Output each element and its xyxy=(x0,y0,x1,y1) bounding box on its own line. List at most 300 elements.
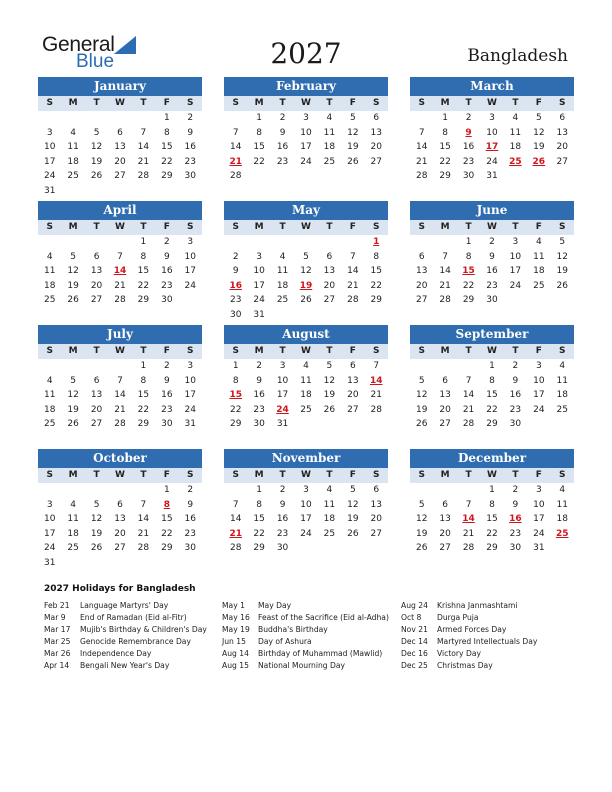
day-cell: 30 xyxy=(253,419,265,430)
day-cell: 15 xyxy=(161,514,173,525)
day-cell: 20 xyxy=(439,528,451,539)
weekday-label: F xyxy=(163,470,170,480)
month-title: June xyxy=(410,201,574,220)
weekday-label: S xyxy=(232,346,239,356)
weekday-label: S xyxy=(373,470,380,480)
day-cell: 8 xyxy=(489,499,495,510)
day-cell: 16 xyxy=(276,142,289,153)
day-cell: 6 xyxy=(373,485,380,495)
day-cell: 3 xyxy=(279,361,286,371)
day-cell: 6 xyxy=(373,113,380,123)
day-cell: 15 xyxy=(439,142,451,153)
day-cell: 11 xyxy=(43,266,56,277)
holiday-day-cell: 17 xyxy=(485,142,499,153)
day-cell: 16 xyxy=(276,514,289,525)
weekday-label: W xyxy=(487,98,497,108)
month-title: September xyxy=(410,325,574,344)
weekday-label: T xyxy=(512,346,519,356)
day-cell: 31 xyxy=(43,185,56,196)
weekday-label: T xyxy=(465,346,472,356)
day-cell: 24 xyxy=(300,528,312,539)
weekday-label: F xyxy=(535,346,542,356)
day-cell: 1 xyxy=(140,361,147,371)
day-cell: 1 xyxy=(163,113,170,123)
day-cell: 2 xyxy=(256,361,262,371)
day-cell: 19 xyxy=(90,156,103,167)
empty-day-cell xyxy=(132,111,155,126)
day-cell: 5 xyxy=(70,251,76,262)
weekday-label: F xyxy=(535,222,542,232)
day-cell: 8 xyxy=(140,375,147,386)
day-cell: 24 xyxy=(43,543,56,554)
weekday-label: T xyxy=(93,346,100,356)
day-cell: 24 xyxy=(184,404,196,415)
weekday-label: T xyxy=(465,222,472,232)
day-cell: 20 xyxy=(114,156,126,167)
day-cell: 9 xyxy=(232,266,239,277)
holiday-name: May Day xyxy=(258,601,292,610)
day-cell: 7 xyxy=(140,499,147,510)
day-cell: 19 xyxy=(415,404,428,415)
day-grid xyxy=(224,235,388,323)
day-cell: 23 xyxy=(253,404,265,415)
weekday-label: S xyxy=(46,98,53,108)
holiday-day-cell: 21 xyxy=(229,528,242,539)
weekday-header xyxy=(38,344,202,359)
day-cell: 20 xyxy=(370,514,382,525)
weekday-label: M xyxy=(68,222,78,232)
holiday-day-cell: 1 xyxy=(373,237,380,247)
day-cell: 28 xyxy=(415,171,428,182)
day-grid xyxy=(224,111,388,184)
month-february xyxy=(224,77,388,197)
day-cell: 18 xyxy=(43,280,56,291)
holiday-day-cell: 9 xyxy=(465,127,472,138)
day-cell: 12 xyxy=(67,266,79,277)
day-cell: 2 xyxy=(163,361,170,371)
day-cell: 17 xyxy=(253,280,265,291)
day-cell: 27 xyxy=(556,156,568,167)
weekday-header xyxy=(224,468,388,483)
day-cell: 19 xyxy=(67,280,79,291)
day-cell: 17 xyxy=(184,266,196,277)
weekday-label: M xyxy=(254,346,264,356)
day-cell: 16 xyxy=(161,390,173,401)
weekday-label: T xyxy=(140,346,147,356)
day-cell: 18 xyxy=(323,142,336,153)
day-cell: 24 xyxy=(509,280,522,291)
holiday-item xyxy=(401,624,581,636)
holiday-name: Bengali New Year's Day xyxy=(80,660,170,670)
day-cell: 25 xyxy=(323,528,336,539)
day-cell: 13 xyxy=(347,375,359,386)
holiday-item xyxy=(401,612,581,624)
day-cell: 2 xyxy=(187,113,194,123)
day-cell: 20 xyxy=(114,528,126,539)
month-july xyxy=(38,325,202,445)
day-cell: 15 xyxy=(161,142,173,153)
empty-day-cell xyxy=(410,359,433,374)
day-cell: 1 xyxy=(442,113,448,123)
day-cell: 14 xyxy=(229,514,242,525)
weekday-label: S xyxy=(418,98,425,108)
day-cell: 12 xyxy=(90,514,103,525)
empty-day-cell xyxy=(433,359,456,374)
day-cell: 27 xyxy=(415,295,428,306)
day-cell: 2 xyxy=(512,361,519,371)
day-cell: 5 xyxy=(418,499,425,510)
day-cell: 7 xyxy=(442,251,448,262)
holiday-date: Aug 24 xyxy=(401,601,428,610)
day-cell: 8 xyxy=(373,251,380,262)
day-cell: 14 xyxy=(229,142,242,153)
day-cell: 4 xyxy=(559,361,566,371)
day-cell: 6 xyxy=(559,113,566,123)
day-cell: 4 xyxy=(326,113,333,123)
empty-day-cell xyxy=(85,111,108,126)
day-cell: 9 xyxy=(512,375,519,386)
day-cell: 27 xyxy=(90,419,103,430)
day-cell: 7 xyxy=(418,127,425,138)
day-cell: 23 xyxy=(276,528,289,539)
day-cell: 14 xyxy=(439,266,451,277)
day-cell: 9 xyxy=(279,127,286,138)
day-cell: 20 xyxy=(556,142,568,153)
weekday-label: T xyxy=(512,470,519,480)
holiday-name: Durga Puja xyxy=(437,612,479,622)
day-cell: 14 xyxy=(137,142,150,153)
day-cell: 18 xyxy=(509,142,522,153)
day-cell: 13 xyxy=(370,499,382,510)
empty-day-cell xyxy=(457,359,480,374)
empty-day-cell xyxy=(410,111,433,126)
day-cell: 17 xyxy=(533,514,545,525)
day-cell: 30 xyxy=(462,171,475,182)
day-cell: 21 xyxy=(114,280,126,291)
day-cell: 12 xyxy=(556,251,568,262)
holiday-item xyxy=(44,600,224,612)
day-cell: 8 xyxy=(256,499,262,510)
holiday-name: Genocide Remembrance Day xyxy=(80,636,191,646)
weekday-header xyxy=(224,220,388,235)
day-cell: 23 xyxy=(229,295,242,306)
day-cell: 3 xyxy=(46,127,53,138)
weekday-label: F xyxy=(349,222,356,232)
day-cell: 12 xyxy=(415,514,428,525)
holiday-item xyxy=(44,648,224,660)
day-cell: 27 xyxy=(90,295,103,306)
day-cell: 16 xyxy=(184,142,196,153)
day-cell: 15 xyxy=(486,390,498,401)
day-cell: 25 xyxy=(533,280,545,291)
day-cell: 9 xyxy=(256,375,262,386)
holiday-name: Feast of the Sacrifice (Eid al-Adha) xyxy=(258,612,389,622)
day-cell: 20 xyxy=(347,390,359,401)
weekday-label: S xyxy=(418,346,425,356)
empty-day-cell xyxy=(38,235,61,250)
day-cell: 29 xyxy=(161,543,173,554)
day-cell: 27 xyxy=(114,171,126,182)
day-cell: 21 xyxy=(114,404,126,415)
weekday-label: T xyxy=(326,98,333,108)
weekday-label: S xyxy=(559,98,566,108)
day-cell: 12 xyxy=(347,127,359,138)
day-cell: 13 xyxy=(90,266,103,277)
day-grid xyxy=(38,359,202,432)
empty-day-cell xyxy=(224,111,247,126)
day-cell: 18 xyxy=(300,390,312,401)
weekday-label: S xyxy=(46,222,53,232)
day-cell: 30 xyxy=(509,543,522,554)
weekday-label: F xyxy=(349,346,356,356)
holiday-name: Krishna Janmashtami xyxy=(437,601,518,610)
day-cell: 28 xyxy=(114,419,126,430)
empty-day-cell xyxy=(61,483,84,498)
weekday-label: M xyxy=(68,346,78,356)
weekday-label: T xyxy=(279,222,286,232)
day-cell: 30 xyxy=(184,171,196,182)
weekday-label: S xyxy=(559,222,566,232)
day-grid xyxy=(410,483,574,556)
day-cell: 30 xyxy=(229,309,242,320)
holiday-item xyxy=(44,624,224,636)
holiday-date: May 19 xyxy=(222,624,250,634)
day-cell: 3 xyxy=(303,485,309,495)
month-title: October xyxy=(38,449,202,468)
holiday-date: Aug 15 xyxy=(222,660,249,670)
holiday-day-cell: 25 xyxy=(509,156,522,167)
day-cell: 19 xyxy=(323,390,336,401)
day-cell: 27 xyxy=(439,419,451,430)
holiday-item xyxy=(401,636,581,648)
day-cell: 30 xyxy=(276,543,289,554)
weekday-label: W xyxy=(115,98,125,108)
weekday-label: T xyxy=(465,470,472,480)
day-cell: 26 xyxy=(415,419,428,430)
day-cell: 11 xyxy=(300,375,312,386)
day-cell: 4 xyxy=(535,237,542,247)
day-cell: 7 xyxy=(232,499,239,510)
day-cell: 5 xyxy=(418,375,425,386)
day-grid xyxy=(410,111,574,184)
weekday-label: T xyxy=(140,470,147,480)
holiday-date: Jun 15 xyxy=(222,636,246,646)
day-cell: 27 xyxy=(370,156,382,167)
holiday-day-cell: 19 xyxy=(299,280,313,291)
weekday-label: T xyxy=(512,98,519,108)
weekday-header xyxy=(224,344,388,359)
day-cell: 3 xyxy=(256,251,262,262)
weekday-label: S xyxy=(187,98,194,108)
holidays-column xyxy=(401,600,581,671)
day-cell: 6 xyxy=(117,499,123,510)
day-cell: 11 xyxy=(67,142,79,153)
holiday-date: Apr 14 xyxy=(44,660,70,670)
day-cell: 18 xyxy=(556,514,568,525)
empty-day-cell xyxy=(38,111,61,126)
weekday-header xyxy=(410,344,574,359)
day-cell: 2 xyxy=(512,485,519,495)
day-cell: 2 xyxy=(187,485,194,495)
day-cell: 4 xyxy=(303,361,309,371)
day-cell: 17 xyxy=(276,390,289,401)
day-cell: 22 xyxy=(161,156,173,167)
empty-day-cell xyxy=(38,483,61,498)
weekday-label: M xyxy=(440,222,450,232)
day-grid xyxy=(224,483,388,556)
holiday-date: Aug 14 xyxy=(222,648,249,658)
day-cell: 14 xyxy=(114,390,126,401)
day-cell: 7 xyxy=(465,499,472,510)
day-cell: 21 xyxy=(462,528,475,539)
month-title: December xyxy=(410,449,574,468)
day-cell: 29 xyxy=(137,295,150,306)
holiday-day-cell: 14 xyxy=(462,514,475,525)
holiday-name: Day of Ashura xyxy=(258,636,312,646)
day-cell: 23 xyxy=(509,528,522,539)
holiday-item xyxy=(222,624,402,636)
day-cell: 29 xyxy=(229,419,242,430)
day-cell: 26 xyxy=(556,280,568,291)
empty-day-cell xyxy=(85,483,108,498)
holiday-name: End of Ramadan (Eid al-Fitr) xyxy=(80,612,187,622)
holiday-item xyxy=(44,660,224,672)
weekday-header xyxy=(38,468,202,483)
holiday-item xyxy=(401,660,581,672)
day-cell: 25 xyxy=(67,543,79,554)
empty-day-cell xyxy=(132,483,155,498)
weekday-label: M xyxy=(254,98,264,108)
day-cell: 10 xyxy=(276,375,289,386)
holiday-item xyxy=(44,636,224,648)
weekday-label: M xyxy=(254,470,264,480)
holiday-day-cell: 15 xyxy=(462,266,475,277)
day-cell: 17 xyxy=(43,528,56,539)
day-cell: 5 xyxy=(535,113,542,123)
day-cell: 27 xyxy=(370,528,382,539)
day-cell: 19 xyxy=(347,514,359,525)
day-cell: 10 xyxy=(533,499,545,510)
holidays-title: 2027 Holidays for Bangladesh xyxy=(44,584,196,594)
day-cell: 26 xyxy=(67,295,79,306)
empty-day-cell xyxy=(271,235,294,250)
weekday-label: F xyxy=(349,98,356,108)
day-cell: 14 xyxy=(137,514,150,525)
weekday-label: S xyxy=(232,222,239,232)
day-cell: 13 xyxy=(415,266,428,277)
day-cell: 28 xyxy=(137,543,150,554)
day-cell: 29 xyxy=(161,171,173,182)
day-cell: 9 xyxy=(187,499,194,510)
calendar-country: Bangladesh xyxy=(467,46,568,66)
weekday-header xyxy=(410,220,574,235)
day-cell: 23 xyxy=(184,156,196,167)
day-cell: 22 xyxy=(486,404,498,415)
day-cell: 4 xyxy=(70,499,76,510)
month-title: February xyxy=(224,77,388,96)
day-cell: 10 xyxy=(253,266,265,277)
day-cell: 6 xyxy=(418,251,425,262)
day-grid xyxy=(410,235,574,308)
empty-day-cell xyxy=(108,111,131,126)
day-cell: 14 xyxy=(347,266,359,277)
day-cell: 18 xyxy=(276,280,289,291)
day-cell: 30 xyxy=(486,295,498,306)
day-cell: 1 xyxy=(163,485,170,495)
day-cell: 24 xyxy=(184,280,196,291)
day-cell: 29 xyxy=(462,295,475,306)
empty-day-cell xyxy=(433,235,456,250)
weekday-label: S xyxy=(559,470,566,480)
empty-day-cell xyxy=(85,235,108,250)
day-cell: 13 xyxy=(439,514,451,525)
day-cell: 5 xyxy=(303,251,309,262)
weekday-label: T xyxy=(140,222,147,232)
day-cell: 22 xyxy=(439,156,451,167)
day-cell: 19 xyxy=(415,528,428,539)
day-cell: 28 xyxy=(439,295,451,306)
month-title: May xyxy=(224,201,388,220)
day-cell: 14 xyxy=(415,142,428,153)
day-cell: 20 xyxy=(90,404,103,415)
day-cell: 12 xyxy=(347,499,359,510)
day-cell: 4 xyxy=(326,485,333,495)
day-cell: 26 xyxy=(67,419,79,430)
day-cell: 21 xyxy=(439,280,451,291)
day-cell: 11 xyxy=(509,127,522,138)
day-cell: 3 xyxy=(489,113,495,123)
day-cell: 11 xyxy=(323,499,336,510)
day-cell: 1 xyxy=(232,361,239,371)
day-cell: 18 xyxy=(67,528,79,539)
day-cell: 13 xyxy=(114,142,126,153)
day-cell: 16 xyxy=(462,142,475,153)
day-cell: 3 xyxy=(535,485,542,495)
day-cell: 17 xyxy=(300,514,312,525)
day-cell: 27 xyxy=(114,543,126,554)
weekday-label: S xyxy=(46,346,53,356)
weekday-label: W xyxy=(487,470,497,480)
day-cell: 6 xyxy=(117,127,123,138)
weekday-label: F xyxy=(163,346,170,356)
day-cell: 10 xyxy=(533,375,545,386)
weekday-label: W xyxy=(301,470,311,480)
day-cell: 12 xyxy=(67,390,79,401)
day-cell: 9 xyxy=(163,251,170,262)
day-cell: 13 xyxy=(370,127,382,138)
day-cell: 1 xyxy=(256,113,262,123)
weekday-label: S xyxy=(559,346,566,356)
day-cell: 3 xyxy=(303,113,309,123)
day-cell: 2 xyxy=(163,237,170,247)
weekday-label: W xyxy=(301,222,311,232)
empty-day-cell xyxy=(38,359,61,374)
day-cell: 20 xyxy=(90,280,103,291)
day-cell: 16 xyxy=(253,390,265,401)
day-cell: 20 xyxy=(370,142,382,153)
day-cell: 31 xyxy=(43,557,56,568)
holiday-item xyxy=(222,612,402,624)
day-cell: 7 xyxy=(117,375,123,386)
day-cell: 29 xyxy=(253,543,265,554)
day-cell: 11 xyxy=(533,251,545,262)
day-cell: 8 xyxy=(442,127,448,138)
day-cell: 30 xyxy=(184,543,196,554)
holiday-name: National Mourning Day xyxy=(258,660,346,670)
logo-general-text: General xyxy=(42,33,115,56)
weekday-label: M xyxy=(68,98,78,108)
day-cell: 19 xyxy=(556,266,568,277)
